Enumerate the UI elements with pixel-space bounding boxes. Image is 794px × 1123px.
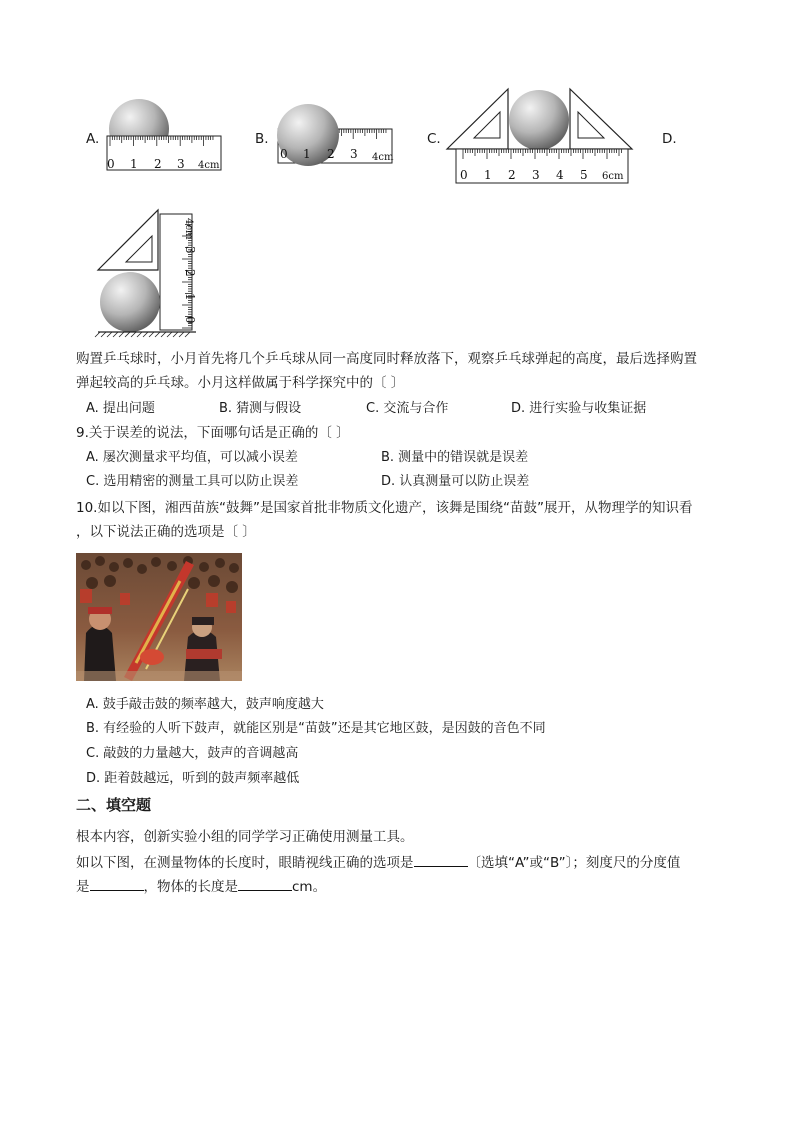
section2-line1: 根本内容，创新实验小组的同学学习正确使用测量工具。 (76, 829, 414, 845)
q9-option-a: A. 屡次测量求平均值，可以减小误差 (86, 450, 298, 465)
ground-hatch (149, 332, 154, 337)
section2-line2-text-a: 如以下图，在测量物体的长度时，眼睛视线正确的选项是 (76, 855, 414, 871)
section2-line2 (76, 853, 680, 872)
ground-hatch (131, 332, 136, 337)
ruler-tick-label: 4 (556, 168, 564, 182)
option-c-label: C. (427, 131, 441, 147)
section2-line3-text-b: ，物体的长度是 (143, 879, 238, 895)
ruler-tick-label: 1 (484, 168, 492, 182)
ruler-tick-label: 4cm (372, 152, 394, 163)
ground-hatch (107, 332, 112, 337)
ruler-tick-label: 1 (303, 147, 311, 161)
q10-stem-line2: ，以下说法正确的选项是〔 〕 (76, 524, 256, 540)
ruler-tick-label: 3 (350, 147, 358, 161)
ruler-tick-label: 2 (183, 269, 197, 277)
ruler-tick-label: 3 (532, 168, 540, 182)
ruler-tick-label: 3 (177, 157, 185, 171)
ground-hatch (95, 332, 100, 337)
ruler-tick-label: 2 (508, 168, 516, 182)
ball-icon (509, 90, 569, 150)
figure-option-a (104, 98, 224, 174)
drum-dance-photo (76, 553, 242, 681)
section2-line3 (76, 877, 326, 896)
section2-line3-text-c: cm。 (292, 879, 327, 895)
ruler-tick-label: 1 (183, 293, 197, 301)
ground-hatch (113, 332, 118, 337)
ground-hatch (173, 332, 178, 337)
option-b-label: B. (255, 131, 269, 147)
section-title: 二、填空题 (76, 796, 152, 814)
q9-option-d: D. 认真测量可以防止误差 (381, 474, 530, 489)
ball-icon (100, 272, 160, 332)
ground-hatch (155, 332, 160, 337)
answer-blank-3[interactable] (238, 877, 292, 891)
q10-option-d: D. 距着鼓越远，听到的鼓声频率越低 (86, 771, 300, 786)
ground-hatch (161, 332, 166, 337)
ground-hatch (125, 332, 130, 337)
ruler-tick-label: 1 (130, 157, 138, 171)
ground-hatch (167, 332, 172, 337)
ruler-tick-label: 6cm (602, 171, 624, 182)
ground-hatch (137, 332, 142, 337)
ruler-tick-label: 4cm (183, 218, 194, 240)
q8-option-a: A. 提出问题 (86, 401, 155, 416)
ruler-tick-label: 2 (327, 147, 335, 161)
q9-stem: 9.关于误差的说法，下面哪句话是正确的〔 〕 (76, 425, 350, 441)
ground-hatch (143, 332, 148, 337)
ruler-tick-label: 5 (580, 168, 588, 182)
q8-option-d: D. 进行实验与收集证据 (511, 401, 647, 416)
ruler-tick-label: 0 (280, 147, 288, 161)
q10-option-b: B. 有经验的人听下鼓声，就能区别是“苗鼓”还是其它地区鼓，是因鼓的音色不同 (86, 721, 546, 736)
q8-stem-line2: 弹起较高的乒乓球。小月这样做属于科学探究中的〔 〕 (76, 375, 405, 391)
q10-option-c: C. 敲鼓的力量越大，鼓声的音调越高 (86, 746, 299, 761)
ground-hatch (179, 332, 184, 337)
section2-line2-text-b: 〔选填“A”或“B”〕；刻度尺的分度值 (467, 855, 681, 871)
answer-blank-1[interactable] (414, 853, 468, 867)
ground-hatch (185, 332, 190, 337)
q10-option-a: A. 鼓手敲击鼓的频率越大，鼓声响度越大 (86, 697, 324, 712)
q8-option-b: B. 猜测与假设 (219, 401, 302, 416)
q10-stem-line1: 10.如以下图，湘西苗族“鼓舞”是国家首批非物质文化遗产，该舞是围绕“苗鼓”展开，从物理学的知识看 (76, 500, 693, 516)
figure-option-d (94, 206, 200, 338)
q8-stem-line1: 购置乒乓球时，小月首先将几个乒乓球从同一高度同时释放落下，观察乒乓球弹起的高度，最后选择购置 (76, 351, 697, 367)
figure-option-b (272, 100, 398, 170)
q9-option-c: C. 选用精密的测量工具可以防止误差 (86, 474, 299, 489)
option-a-label: A. (86, 131, 100, 147)
ruler-tick-label: 0 (183, 316, 197, 324)
answer-blank-2[interactable] (90, 877, 144, 891)
q9-option-b: B. 测量中的错误就是误差 (381, 450, 529, 465)
ground-hatch (101, 332, 106, 337)
ruler-tick-label: 0 (460, 168, 468, 182)
q8-option-c: C. 交流与合作 (366, 401, 449, 416)
section2-line3-text-a: 是 (76, 879, 90, 895)
ruler-tick-label: 3 (183, 246, 197, 254)
ruler-tick-label: 4cm (198, 160, 220, 171)
photo-drawing (76, 553, 242, 681)
ground-hatch (119, 332, 124, 337)
figure-option-c (444, 86, 634, 186)
ruler-tick-label: 0 (107, 157, 115, 171)
ruler-tick-label: 2 (154, 157, 162, 171)
option-d-label: D. (662, 131, 677, 147)
